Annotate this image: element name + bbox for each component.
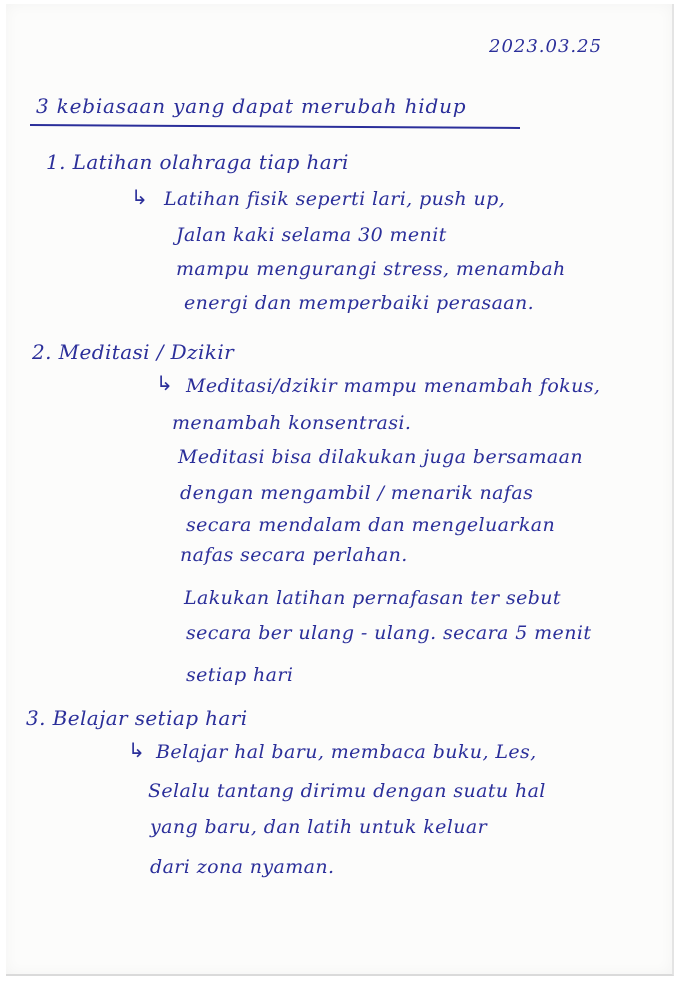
section-3-line-2: Selalu tantang dirimu dengan suatu hal <box>148 780 546 802</box>
arrow-return-icon: ↳ <box>156 371 173 395</box>
page-title: 3 kebiasaan yang dapat merubah hidup <box>36 94 467 118</box>
section-2-line-6: nafas secara perlahan. <box>180 544 408 566</box>
section-2-heading: 2. Meditasi / Dzikir <box>32 340 235 364</box>
section-2-line-4: dengan mengambil / menarik nafas <box>180 482 534 504</box>
section-1-line-2: Jalan kaki selama 30 menit <box>176 224 447 246</box>
section-2-line-1: Meditasi/dzikir mampu menambah fokus, <box>186 375 601 397</box>
section-1-line-1: Latihan fisik seperti lari, push up, <box>164 188 506 210</box>
section-3-line-1: Belajar hal baru, membaca buku, Les, <box>156 741 537 763</box>
section-2-line-8: secara ber ulang - ulang. secara 5 menit <box>186 622 592 644</box>
section-1-line-3: mampu mengurangi stress, menambah <box>176 258 566 280</box>
arrow-return-icon: ↳ <box>131 185 148 209</box>
section-1-line-4: energi dan memperbaiki perasaan. <box>184 292 535 314</box>
section-1-heading: 1. Latihan olahraga tiap hari <box>46 150 349 174</box>
section-3-heading: 3. Belajar setiap hari <box>26 706 248 730</box>
section-3-line-3: yang baru, dan latih untuk keluar <box>150 816 488 838</box>
section-3-line-4: dari zona nyaman. <box>150 856 335 878</box>
arrow-return-icon: ↳ <box>128 738 145 762</box>
section-2-line-5: secara mendalam dan mengeluarkan <box>186 514 556 536</box>
date-text: 2023.03.25 <box>489 36 603 57</box>
section-2-line-3: Meditasi bisa dilakukan juga bersamaan <box>178 446 583 468</box>
section-2-line-7: Lakukan latihan pernafasan ter sebut <box>184 587 561 609</box>
section-2-line-9: setiap hari <box>186 664 294 686</box>
section-2-line-2: menambah konsentrasi. <box>172 412 412 434</box>
